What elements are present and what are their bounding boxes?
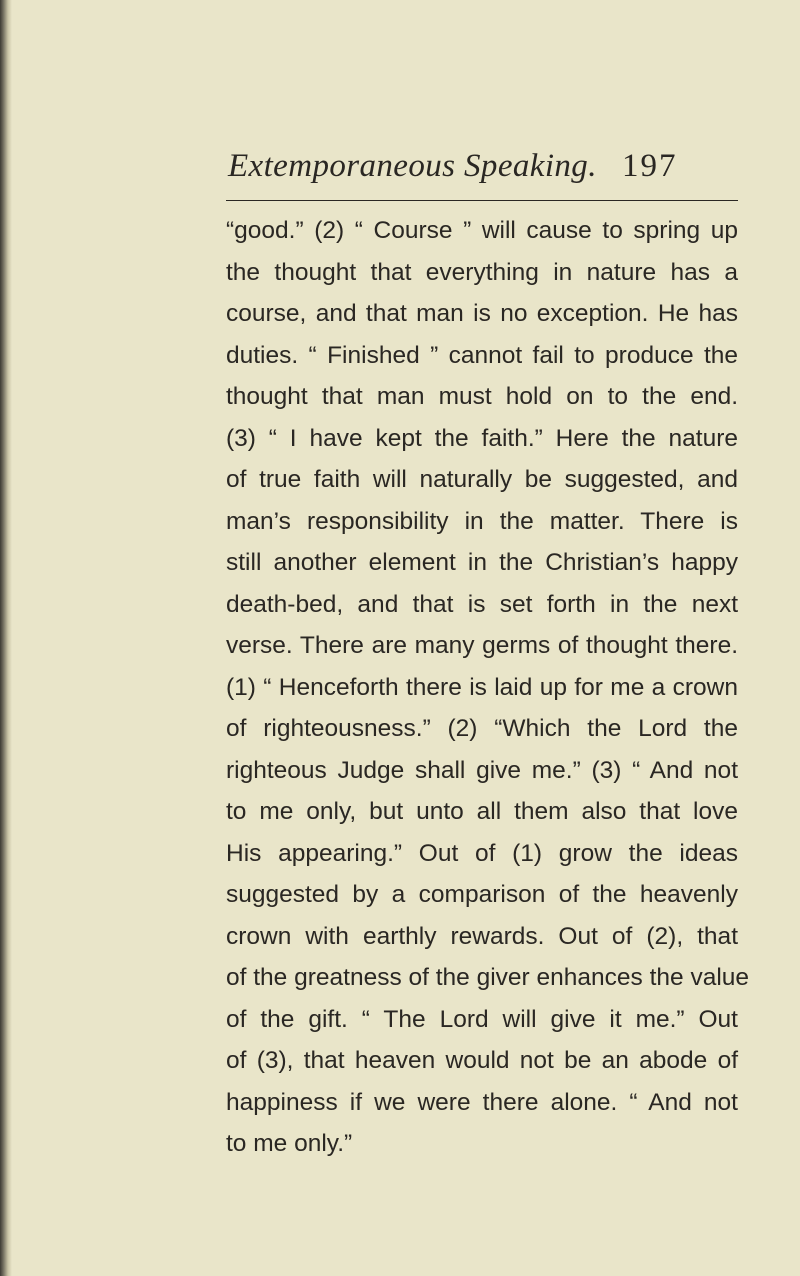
text-line: of the gift. “ The Lord will give it me.” Out [226,1005,738,1033]
text-line: (1) “ Henceforth there is laid up for me a crown [226,673,738,701]
text-line: happiness if we were there alone. “ And not [226,1088,738,1116]
text-line: still another element in the Christian’s happy [226,549,738,576]
text-line: (3) “ I have kept the faith.” Here the nature [226,424,738,452]
text-line: death-bed, and that is set forth in the next [226,590,738,618]
text-line: of true faith will naturally be suggested, and [226,466,738,493]
running-head: Extemporaneous Speaking. [228,148,597,184]
page-binding-edge [0,0,12,1276]
text-line: verse. There are many germs of thought there. [226,632,738,659]
text-line: of righteousness.” (2) “Which the Lord the [226,715,738,742]
text-line: to me only, but unto all them also that love [226,798,738,825]
text-line: thought that man must hold on to the end. [226,383,738,410]
text-line: righteous Judge shall give me.” (3) “ And not [226,756,738,784]
text-line: suggested by a comparison of the heavenly [226,881,738,908]
header-rule [226,200,738,201]
text-line: “good.” (2) “ Course ” will cause to spring up [226,217,738,244]
text-line: of (3), that heaven would not be an abode of [226,1047,738,1074]
text-line: crown with earthly rewards. Out of (2), that [226,922,738,950]
text-line: duties. “ Finished ” cannot fail to produce the [226,341,738,369]
text-line: course, and that man is no exception. He has [226,300,738,327]
body-text [226,210,750,1165]
text-line: of the greatness of the giver enhances the value [226,964,750,991]
text-line: man’s responsibility in the matter. There is [226,507,738,535]
text-line: the thought that everything in nature has a [226,258,738,286]
page-number: 197 [622,148,678,184]
text-line: His appearing.” Out of (1) grow the ideas [226,839,738,867]
text-line: to me only.” [226,1130,353,1157]
